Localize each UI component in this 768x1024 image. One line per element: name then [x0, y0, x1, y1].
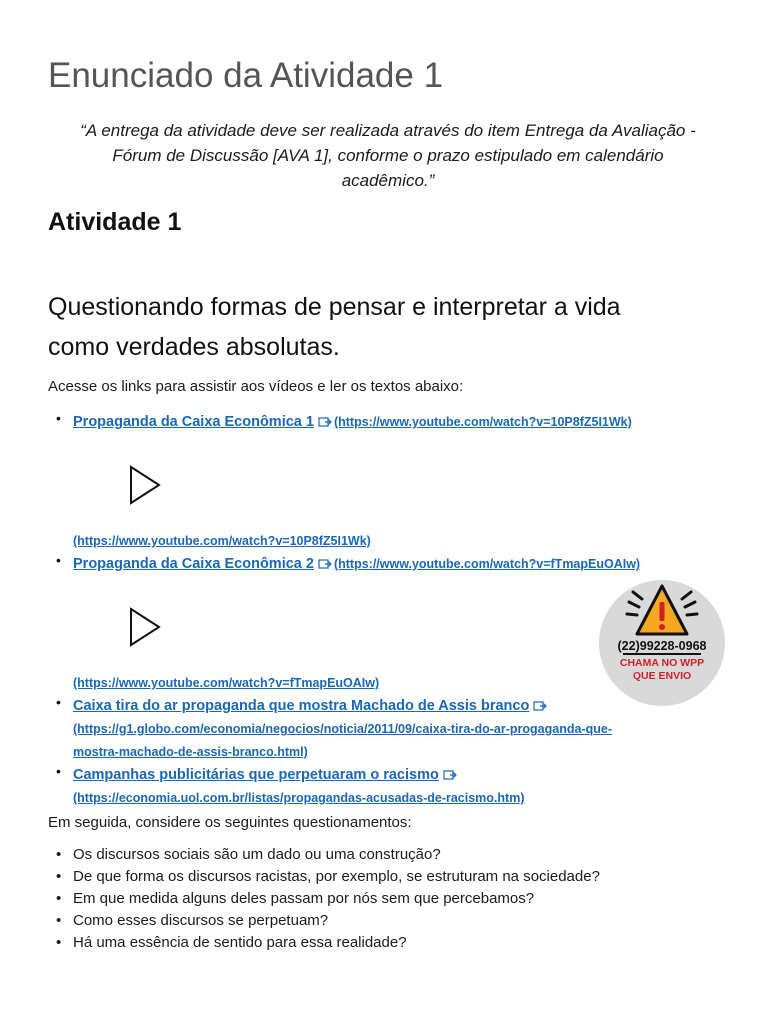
list-item — [48, 932, 600, 954]
external-link-icon — [443, 769, 457, 781]
bullet: • — [56, 552, 61, 568]
external-link-icon — [533, 700, 547, 712]
link-machado-de-assis[interactable]: Caixa tira do ar propaganda que mostra Machado de Assis branco — [73, 698, 530, 714]
question-text: Há uma essência de sentido para essa realidade? — [73, 934, 407, 951]
badge-call-line: CHAMA NO WPP — [619, 657, 705, 669]
contact-badge — [599, 580, 725, 706]
video-embed-1[interactable] — [73, 433, 738, 529]
bullet: • — [56, 763, 61, 779]
link-machado-url-part1[interactable]: (https://g1.globo.com/economia/negocios/noticia/2011/09/caixa-tira-do-ar-progaganda-que- — [73, 722, 612, 736]
bullet: • — [56, 694, 61, 710]
question-text: Os discursos sociais são um dado ou uma construção? — [73, 846, 441, 863]
video-1-url[interactable]: (https://www.youtube.com/watch?v=10P8fZ5I1Wk) — [73, 534, 371, 548]
link-campanhas-racismo[interactable]: Campanhas publicitárias que perpetuaram o racismo — [73, 767, 439, 783]
quote-line: Fórum de Discussão [AVA 1], conforme o prazo estipulado em calendário — [112, 146, 664, 165]
question-text: Como esses discursos se perpetuam? — [73, 912, 329, 929]
intro-text: Acesse os links para assistir aos vídeos e ler os textos abaixo: — [48, 378, 464, 395]
link-campanhas-url[interactable]: (https://economia.uol.com.br/listas/propagandas-acusadas-de-racismo.htm) — [73, 791, 525, 805]
list-item — [48, 844, 600, 866]
bullet: • — [56, 912, 62, 929]
play-icon[interactable] — [129, 465, 161, 505]
link-caixa-1[interactable]: Propaganda da Caixa Econômica 1 — [73, 414, 314, 430]
list-item — [48, 763, 738, 809]
subtitle-line: como verdades absolutas. — [48, 333, 340, 361]
bullet: • — [56, 846, 62, 863]
question-text: Em que medida alguns deles passam por nós sem que percebamos? — [73, 890, 535, 907]
warning-icon — [599, 580, 725, 640]
quote-line: acadêmico.” — [341, 171, 435, 190]
list-item — [48, 410, 738, 552]
page-title: Enunciado da Atividade 1 — [48, 56, 444, 95]
external-link-icon — [318, 416, 332, 428]
delivery-quote — [48, 118, 728, 193]
badge-call-text — [599, 657, 725, 683]
bullet: • — [56, 934, 62, 951]
bullet: • — [56, 410, 61, 426]
question-text: De que forma os discursos racistas, por exemplo, se estruturam na sociedade? — [73, 868, 600, 885]
video-2-url[interactable]: (https://www.youtube.com/watch?v=fTmapEuOAIw) — [73, 676, 380, 690]
bullet: • — [56, 890, 62, 907]
badge-phone: (22)99228-0968 — [617, 639, 707, 653]
activity-subtitle — [48, 287, 728, 367]
list-item — [48, 910, 600, 932]
link-caixa-1-url[interactable]: (https://www.youtube.com/watch?v=10P8fZ5I1Wk) — [333, 415, 632, 429]
bullet: • — [56, 868, 62, 885]
badge-divider — [623, 653, 701, 655]
list-item — [48, 888, 600, 910]
activity-title: Atividade 1 — [48, 208, 182, 236]
play-icon[interactable] — [129, 607, 161, 647]
link-caixa-2-url[interactable]: (https://www.youtube.com/watch?v=fTmapEuOAIw) — [333, 557, 641, 571]
link-machado-url-part2[interactable]: mostra-machado-de-assis-branco.html) — [73, 745, 308, 759]
link-caixa-2[interactable]: Propaganda da Caixa Econômica 2 — [73, 556, 314, 572]
badge-call-line: QUE ENVIO — [632, 670, 692, 682]
subtitle-line: Questionando formas de pensar e interpretar a vida — [48, 293, 621, 321]
external-link-icon — [318, 558, 332, 570]
questions-list — [48, 844, 600, 954]
list-item — [48, 694, 738, 763]
questions-intro: Em seguida, considere os seguintes questionamentos: — [48, 814, 412, 831]
list-item — [48, 866, 600, 888]
quote-line: “A entrega da atividade deve ser realizada através do item Entrega da Avaliação - — [80, 121, 696, 140]
